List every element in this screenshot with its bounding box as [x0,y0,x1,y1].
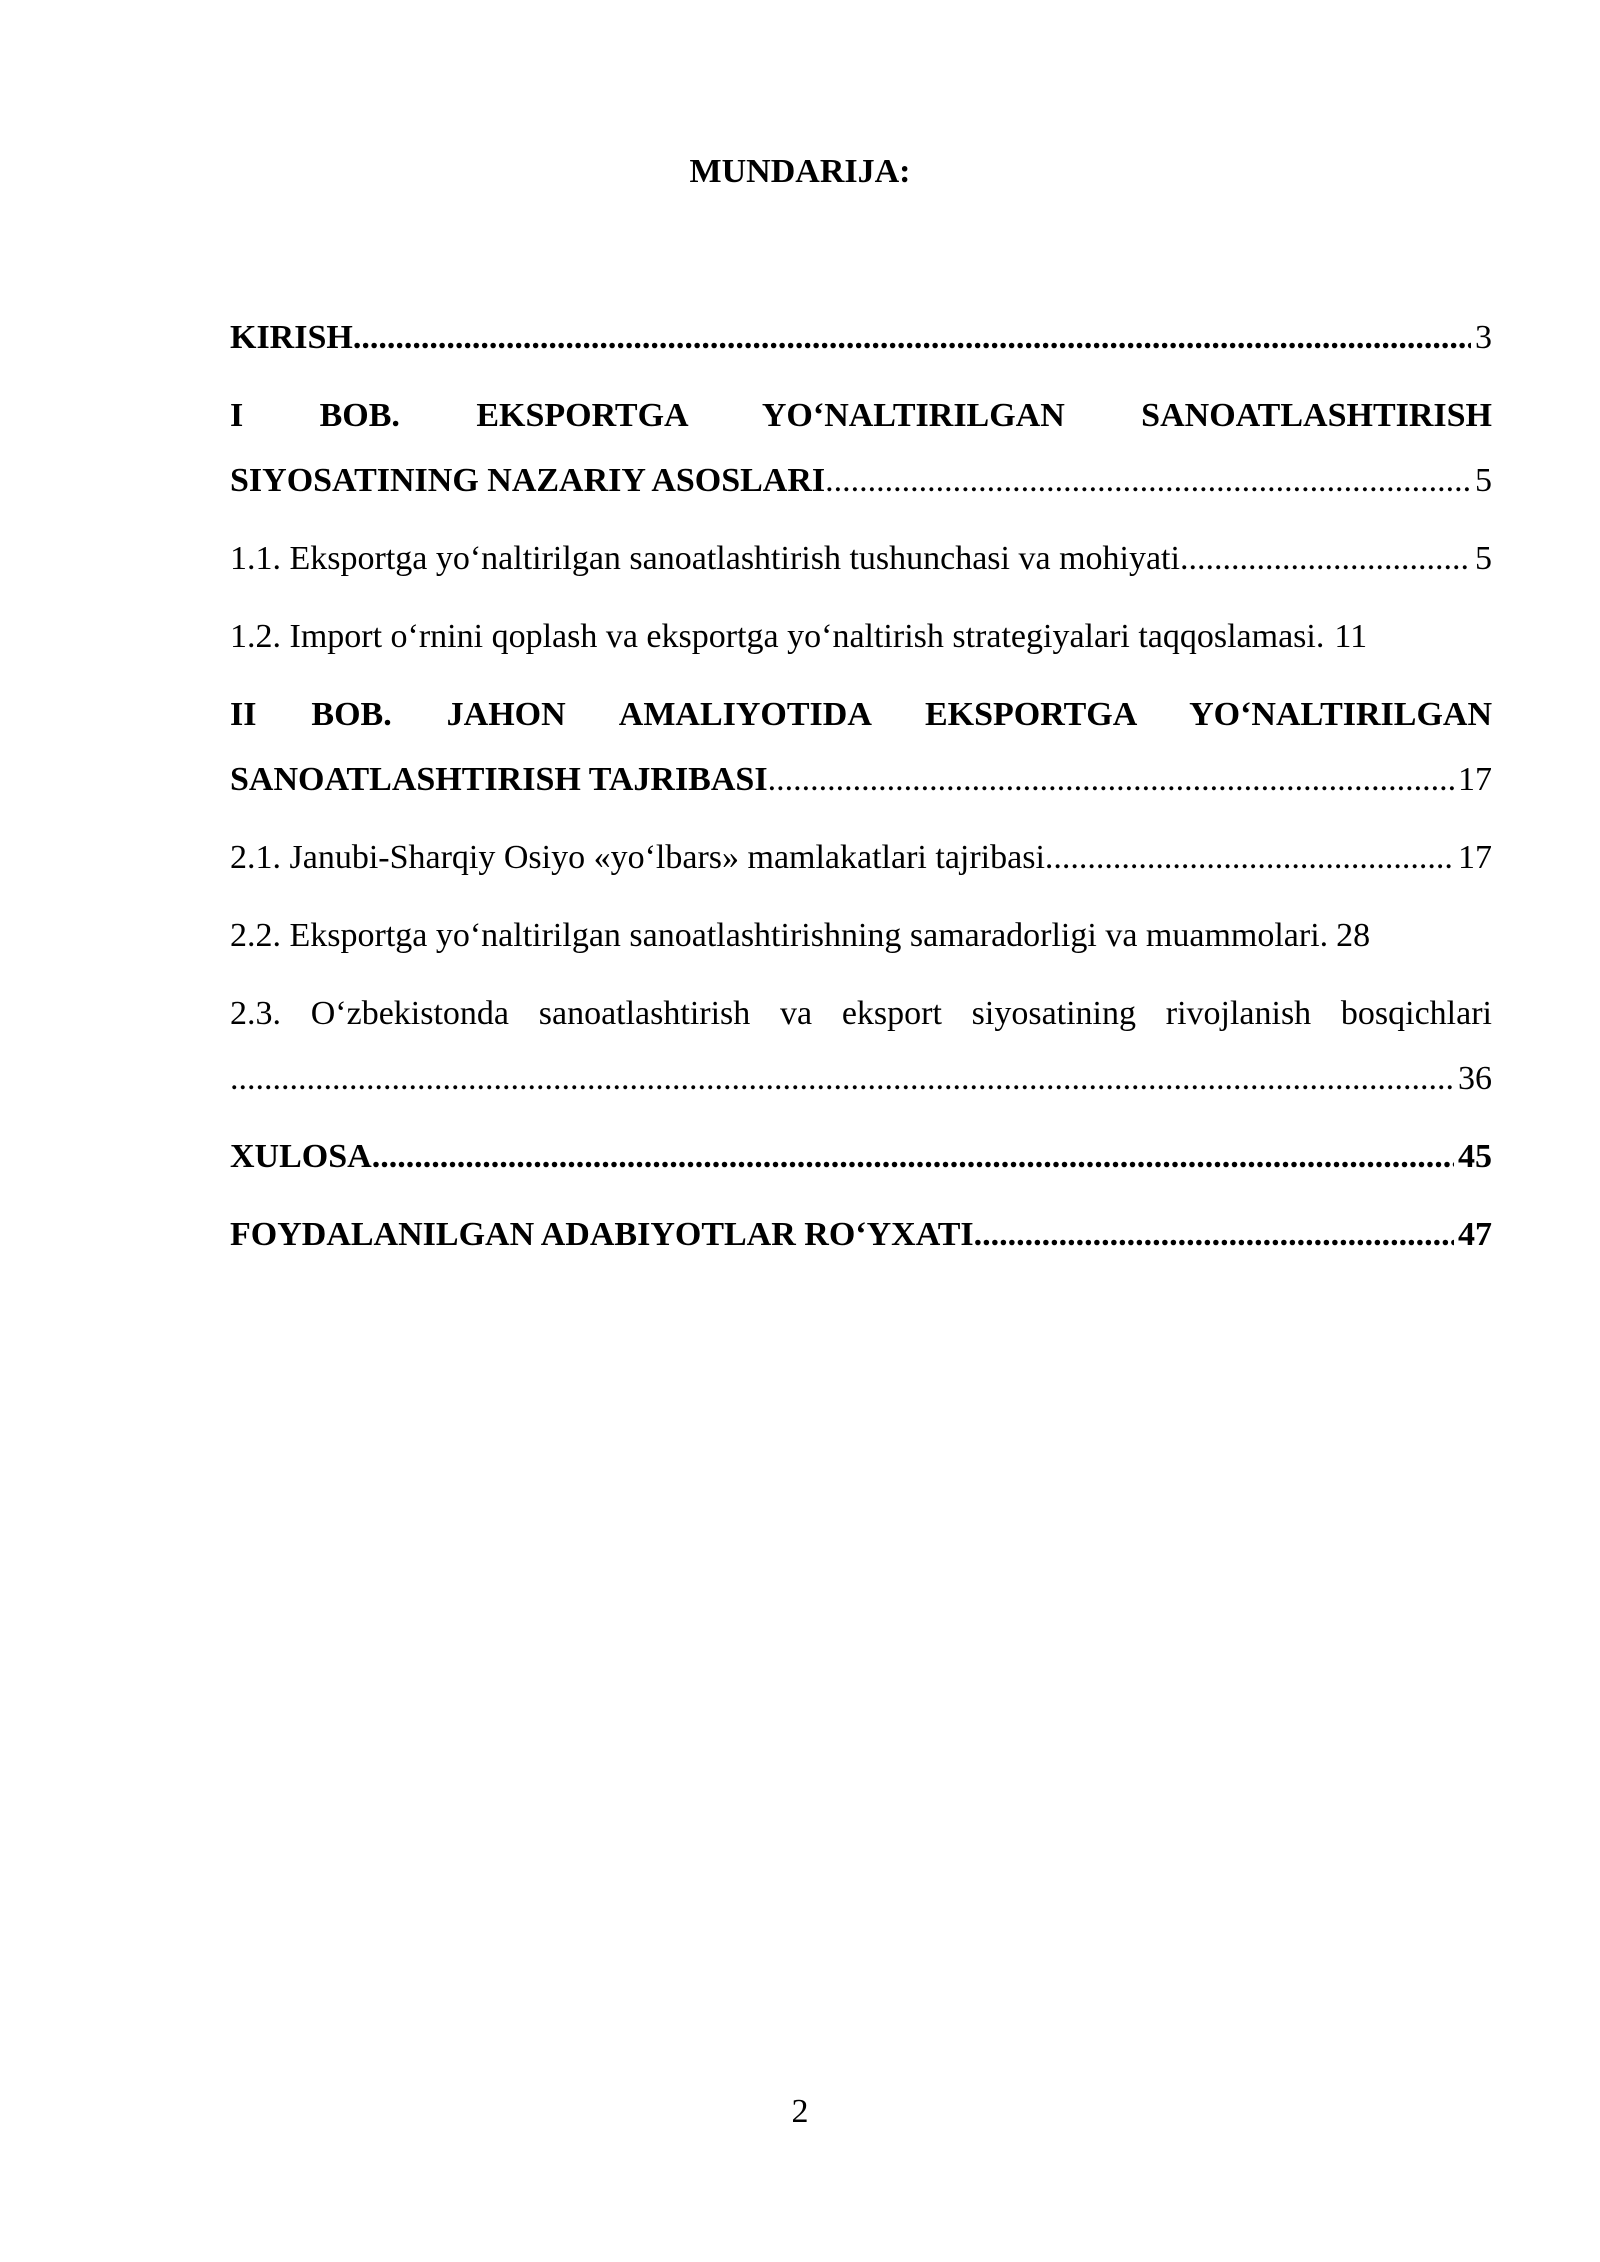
toc-entry-section-2-2[interactable] [230,903,1492,968]
dot-leader [230,1046,1454,1111]
toc-entry-section-1-1[interactable] [230,526,1492,591]
toc-entry-section-1-2[interactable] [230,604,1492,669]
toc-entry-label: XULOSA [230,1138,372,1175]
page-title: MUNDARIJA: [689,153,911,190]
dot-leader [768,747,1454,812]
dot-leader [1045,825,1454,890]
dot-leader [1180,526,1471,591]
toc-page-number: 17 [1458,839,1492,876]
toc-entry-label: 2.1. Janubi-Sharqiy Osiyo «yo‘lbars» mamlakatlari tajribasi [230,839,1045,876]
toc-entry-section-2-1[interactable] [230,825,1492,890]
toc-page-number: 36 [1458,1060,1492,1097]
dot-leader [825,448,1471,513]
toc-entry-label: KIRISH [230,319,353,356]
toc-entry-label-line1: I BOB. EKSPORTGA YO‘NALTIRILGAN SANOATLASHTIRISH [230,397,1492,434]
toc-page-number: 11 [1334,618,1368,655]
toc-entry-chapter-1[interactable] [230,383,1492,513]
toc-entry-label-line2: SANOATLASHTIRISH TAJRIBASI [230,761,768,798]
toc-entry-kirish[interactable] [230,305,1492,370]
toc-entry-label: 2.2. Eksportga yo‘naltirilgan sanoatlashtirishning samaradorligi va muammolari. [230,917,1329,954]
toc-entry-label-line1: II BOB. JAHON AMALIYOTIDA EKSPORTGA YO‘NALTIRILGAN [230,696,1492,733]
toc-entry-label: 1.1. Eksportga yo‘naltirilgan sanoatlashtirish tushunchasi va mohiyati [230,540,1180,577]
toc-page-number: 28 [1336,917,1371,954]
toc-page-number: 3 [1475,319,1492,356]
toc-entry-label-line2: SIYOSATINING NAZARIY ASOSLARI [230,462,826,499]
toc-page-number: 5 [1475,540,1492,577]
toc-page-number: 17 [1458,761,1492,798]
toc-entry-references[interactable] [230,1202,1492,1267]
toc-entry-label: 1.2. Import o‘rnini qoplash va eksportga yo‘naltirish strategiyalari taqqoslamasi. [230,618,1325,655]
dot-leader [353,305,1471,370]
table-of-contents [230,305,1492,1280]
toc-entry-xulosa[interactable] [230,1124,1492,1189]
toc-entry-section-2-3[interactable] [230,981,1492,1111]
toc-page-number: 5 [1475,462,1492,499]
toc-entry-label-line1: 2.3. O‘zbekistonda sanoatlashtirish va eksport siyosatining rivojlanish bosqichlari [230,995,1492,1032]
toc-entry-chapter-2[interactable] [230,682,1492,812]
page-number: 2 [791,2093,809,2130]
dot-leader [372,1124,1454,1189]
toc-page-number: 47 [1458,1216,1492,1253]
toc-page-number: 45 [1458,1138,1492,1175]
toc-entry-label: FOYDALANILGAN ADABIYOTLAR RO‘YXATI [230,1216,974,1253]
dot-leader [974,1202,1454,1267]
